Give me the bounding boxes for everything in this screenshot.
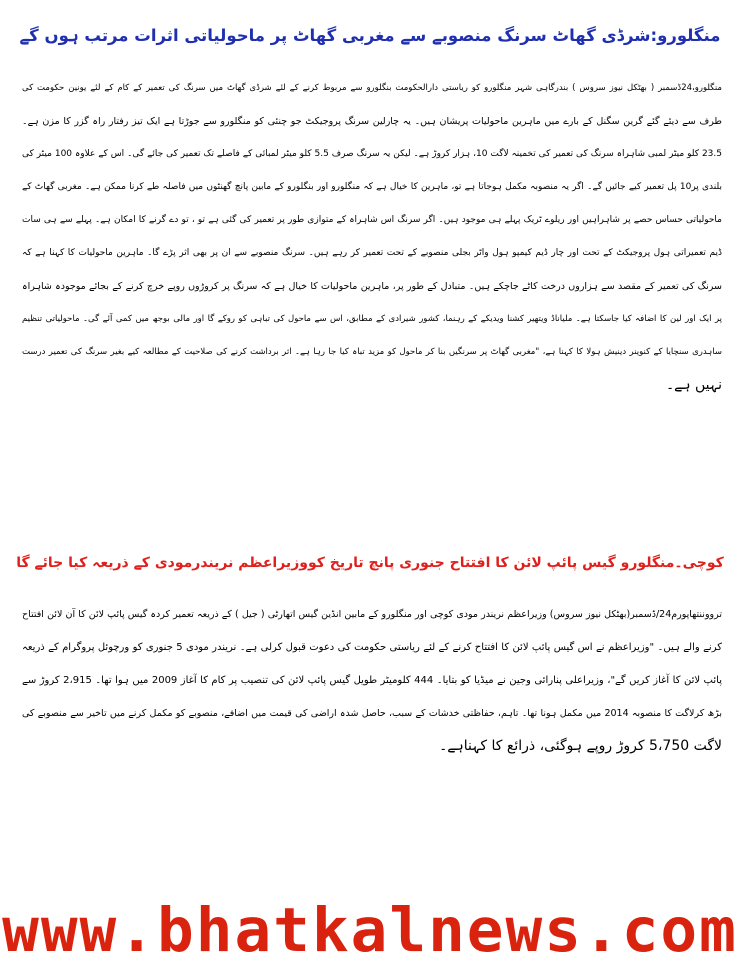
article-2-line: ترووننتھاپورم24/ڈسمبر(بھٹکل نیوز سروس) وزیراعظم نریندر مودی کوچی اور منگلورو کے مابین انڈین گیس اتھارٹی ( جیل ) کے ذریعہ تعمیر کردہ گیس پائپ لائن کا آن لائن افتتاح: [22, 609, 722, 620]
article-1-body: [22, 72, 722, 402]
article-1-line: نہیں ہے۔: [665, 377, 722, 393]
article-2-body: [22, 598, 722, 763]
article-1-line: ڈیم تعمیراتی ہول پروجیکٹ کے تحت اور چار ڈیم کیمپو ہول واٹر بجلی منصوبے کے تحت تعمیر کر رہے ہیں۔ سرنگ منصوبے سے ان پر بھی اثر پڑے گا۔ ماہرین ماحولیات کا کہنا ہے کہ: [22, 248, 722, 258]
article-1-line: 23.5 کلو میٹر لمبی شاہراہ سرنگ کی تعمیر کی تخمینہ لاگت 10، ہزار کروڑ ہے۔ لیکن یہ سرنگ صرف 5.5 کلو میٹر لمبائی کے فاصلے تک تعمیر کی جائے گی۔ اس کے علاوہ 100 میٹر کی: [22, 149, 722, 159]
article-1-line: طرف سے دیئے گئے گرین سگنل کے بارے میں ماہرین ماحولیات پریشان ہیں۔ یہ چارلین سرنگ پروجیکٹ جو چنئی کو منگلورو سے جوڑتا ہے ایک تیز رفتار راہ گزر کا مزن ہے۔: [22, 116, 722, 127]
article-1-line: پر ایک اور لین کا اضافہ کیا جاسکتا ہے۔ ملیاناڈ ویتھیر کشنا ویدیکے کے رہنما، کشور شیرادی کے مطابق، اس سے ماحول کی تباہی کو روکے گا اور مالی بوجھ میں کمی آئے گی۔ ماحولیاتی تنظیم: [22, 314, 722, 324]
article-1-line: بلندی پر10 پل تعمیر کیے جائیں گے۔ اگر یہ منصوبہ مکمل ہوجاتا ہے تو، ماہرین کا خیال ہے کہ منگلورو اور بنگلورو کے مابین پانچ گھنٹوں میں فاصلہ طے کرنا ممکن ہے۔ مغربی گھاٹ کے: [22, 182, 722, 192]
article-2-line: پائپ لائن کا آغاز کریں گے"، وزیراعلی پنارائی وجین نے میڈیا کو بتایا۔ 444 کلومیٹر طویل گیس پائپ لائن کی تنصیب پر کام کا آغاز 2009 میں ہوا تھا۔ 2،915 کروڑ سے: [22, 675, 722, 686]
article-2-line: بڑھ کرلاگت کا منصوبہ 2014 میں مکمل ہونا تھا۔ تاہم، حفاظتی خدشات کے سبب، حاصل شدہ اراضی کی قیمت میں اضافے، منصوبے کو مکمل کرنے میں تاخیر سے منصوبے کی: [22, 708, 722, 719]
article-2-line: لاگت 5،750 کروڑ روپے ہوگئی، ذرائع کا کہناہے۔: [439, 738, 722, 754]
website-footer: www.bhatkalnews.com: [2, 895, 738, 966]
article-1-line: سرنگ کی تعمیر کے مقصد سے ہزاروں درخت کاٹے جاچکے ہیں۔ متبادل کے طور پر، ماہرین ماحولیات کا خیال ہے کہ سرنگ پر کروڑوں روپے خرچ کرنے کے بجائے موجودہ شاہراہ: [22, 281, 722, 292]
article-1-headline: منگلورو:شرڈی گھاٹ سرنگ منصوبے سے مغربی گھاٹ پر ماحولیاتی اثرات مرتب ہوں گے: [19, 26, 721, 45]
article-1-line: ماحولیاتی حساس حصے پر شاہراہیں اور ریلوے ٹریک پہلے ہی موجود ہیں۔ اگر سرنگ اس شاہراہ کے متوازی طور پر تعمیر کی گئی ہے تو ، تو دے گرنے کا امکان ہے۔ پہلے سے ہی سات: [22, 215, 722, 225]
article-2-line: کرنے والے ہیں۔ "وزیراعظم نے اس گیس پائپ لائن کا افتتاح کرنے کے لئے ریاستی حکومت کی دعوت قبول کرلی ہے۔ نریندر مودی 5 جنوری کو ورچوئل پروگرام کے ذریعہ: [22, 642, 722, 653]
article-1-line: منگلورو،24ڈسمبر ( بھٹکل نیوز سروس ) بندرگاہی شہر منگلورو کو ریاستی دارالحکومت بنگلورو سے مربوط کرنے کے لئے شرڈی گھاٹ میں سرنگ کی تعمیر کے کام کے لئے یونین حکومت کی: [22, 83, 722, 93]
article-1-line: ساہدری سنچایا کے کنوینر دینیش ہولا کا کہنا ہے، "مغربی گھاٹ پر سرنگیں بنا کر ماحول کو مزید تباہ کیا جا رہا ہے۔ اثر برداشت کرنے کی صلاحیت کے مطالعہ کیے بغیر سرنگ کی تعمیر درست: [22, 347, 722, 357]
article-2-headline: کوچی۔منگلورو گیس پائپ لائن کا افتتاح جنوری پانچ تاریخ کووزیراعظم نریندرمودی کے ذریعہ کیا جائے گا: [16, 555, 724, 571]
